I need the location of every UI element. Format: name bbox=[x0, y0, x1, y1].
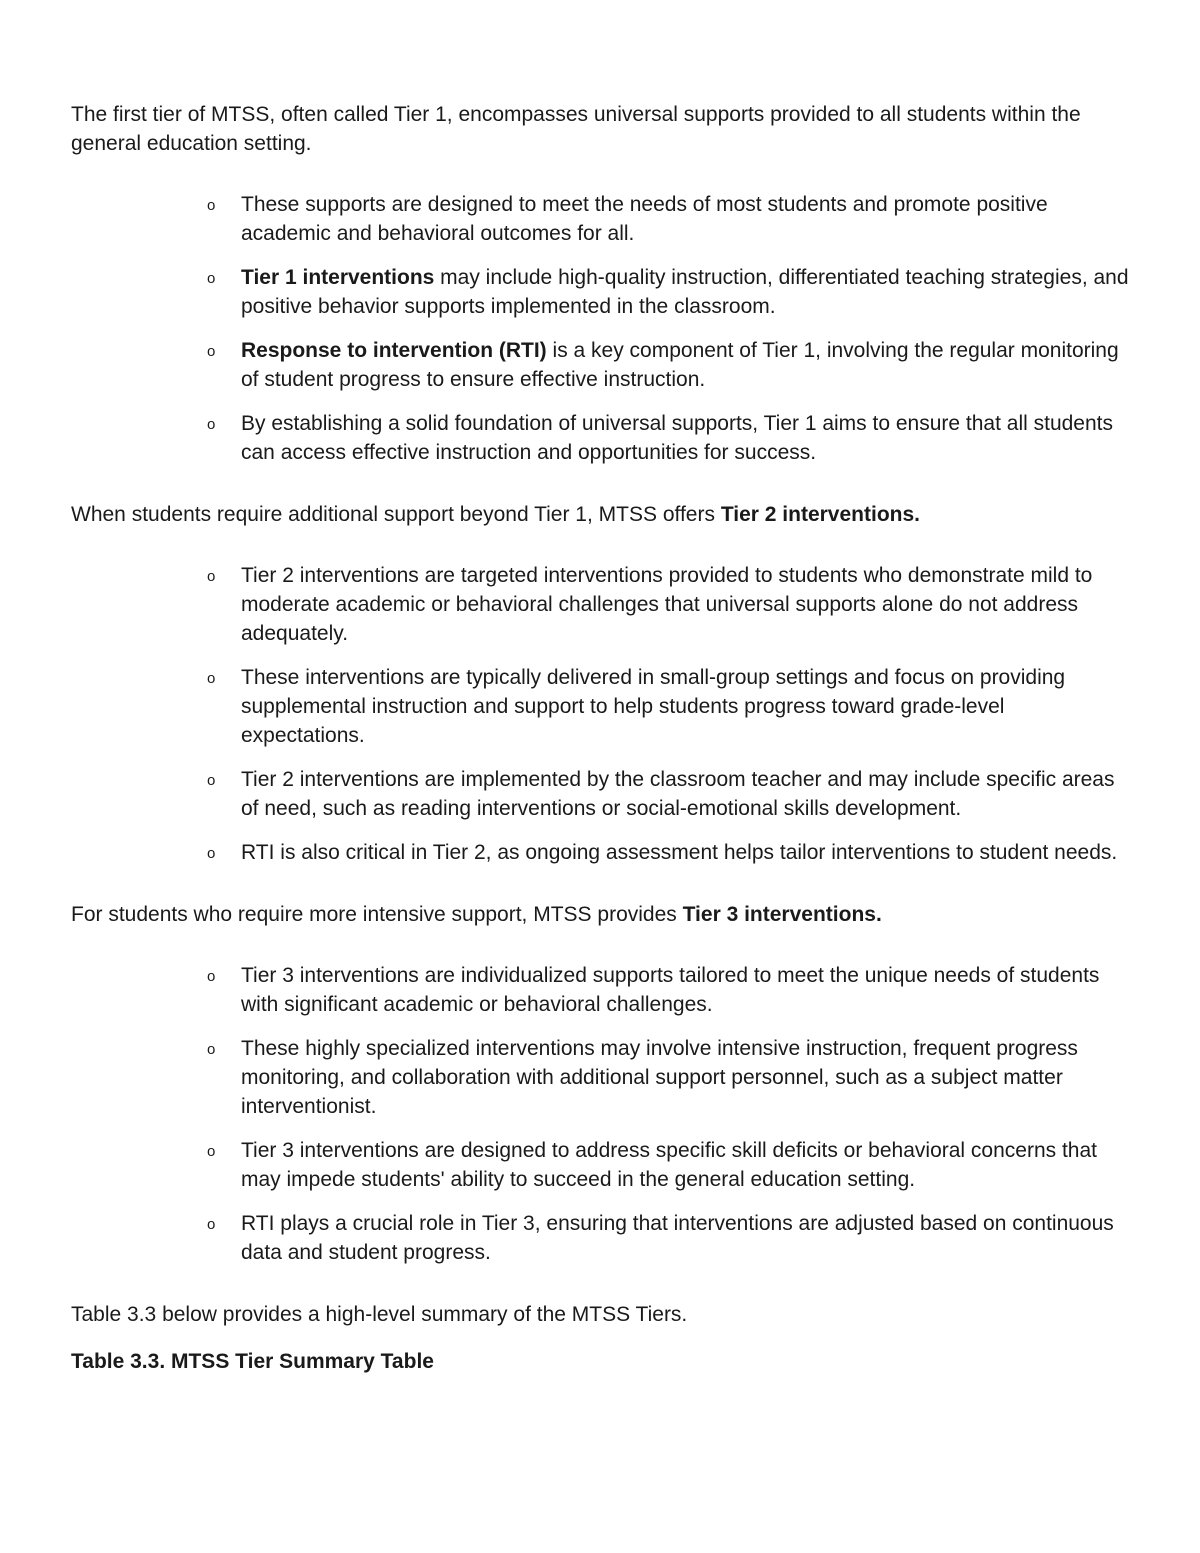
bullet-icon: o bbox=[207, 968, 216, 985]
tier2-intro-paragraph bbox=[71, 500, 1131, 529]
bullet-text: Tier 3 interventions are designed to address specific skill deficits or behavioral concerns that may impede students' ability to succeed in the general education setting. bbox=[241, 1139, 1097, 1191]
list-item bbox=[71, 409, 1131, 467]
list-item bbox=[71, 765, 1131, 823]
list-item bbox=[71, 561, 1131, 648]
tier3-intro-text: For students who require more intensive support, MTSS provides bbox=[71, 903, 683, 926]
bullet-text: These highly specialized interventions may involve intensive instruction, frequent progress monitoring, and collaboration with additional support personnel, such as a subject matter interventionist. bbox=[241, 1037, 1078, 1118]
tier3-intro-bold: Tier 3 interventions. bbox=[682, 903, 882, 926]
bullet-icon: o bbox=[207, 1143, 216, 1160]
list-item bbox=[71, 1136, 1131, 1194]
bullet-text: Tier 2 interventions are targeted interventions provided to students who demonstrate mild to moderate academic or behavioral challenges that universal supports alone do not address adequately. bbox=[241, 564, 1093, 645]
bullet-text: These supports are designed to meet the needs of most students and promote positive academic and behavioral outcomes for all. bbox=[241, 193, 1048, 245]
bullet-text: is a key component of Tier 1, involving the regular monitoring of student progress to ensure effective instruction. bbox=[241, 339, 1119, 391]
list-item bbox=[71, 190, 1131, 248]
list-item bbox=[71, 838, 1131, 867]
tier3-bullet-list bbox=[71, 961, 1131, 1267]
bullet-text: These interventions are typically delivered in small-group settings and focus on providing supplemental instruction and support to help students progress toward grade-level expectations. bbox=[241, 666, 1066, 747]
bullet-icon: o bbox=[207, 270, 216, 287]
bullet-icon: o bbox=[207, 416, 216, 433]
bullet-text: Tier 3 interventions are individualized supports tailored to meet the unique needs of students with significant academic or behavioral challenges. bbox=[241, 964, 1100, 1016]
tier3-intro-paragraph bbox=[71, 900, 1131, 929]
bullet-text: Tier 2 interventions are implemented by the classroom teacher and may include specific areas of need, such as reading interventions or social-emotional skills development. bbox=[241, 768, 1115, 820]
bullet-text: RTI plays a crucial role in Tier 3, ensuring that interventions are adjusted based on continuous data and student progress. bbox=[241, 1212, 1114, 1264]
bullet-icon: o bbox=[207, 197, 216, 214]
list-item bbox=[71, 336, 1131, 394]
tier2-bullet-list bbox=[71, 561, 1131, 867]
bullet-text: RTI is also critical in Tier 2, as ongoing assessment helps tailor interventions to student needs. bbox=[241, 841, 1118, 864]
bullet-lead: Response to intervention (RTI) bbox=[241, 339, 547, 362]
bullet-text: may include high-quality instruction, differentiated teaching strategies, and positive behavior supports implemented in the classroom. bbox=[241, 266, 1129, 318]
bullet-icon: o bbox=[207, 845, 216, 862]
intro-paragraph: The first tier of MTSS, often called Tier 1, encompasses universal supports provided to all students within the general education setting. bbox=[71, 103, 1081, 155]
bullet-text: By establishing a solid foundation of universal supports, Tier 1 aims to ensure that all students can access effective instruction and opportunities for success. bbox=[241, 412, 1113, 464]
bullet-lead: Tier 1 interventions bbox=[241, 266, 435, 289]
list-item bbox=[71, 663, 1131, 750]
bullet-icon: o bbox=[207, 670, 216, 687]
bullet-icon: o bbox=[207, 1216, 216, 1233]
table-caption: Table 3.3. MTSS Tier Summary Table bbox=[71, 1350, 434, 1373]
bullet-icon: o bbox=[207, 568, 216, 585]
list-item bbox=[71, 961, 1131, 1019]
tier1-bullet-list bbox=[71, 190, 1131, 467]
list-item bbox=[71, 1209, 1131, 1267]
list-item bbox=[71, 263, 1131, 321]
tier2-intro-text: When students require additional support beyond Tier 1, MTSS offers bbox=[71, 503, 721, 526]
document-page bbox=[71, 100, 1131, 1376]
bullet-icon: o bbox=[207, 772, 216, 789]
table-intro-paragraph: Table 3.3 below provides a high-level summary of the MTSS Tiers. bbox=[71, 1303, 688, 1326]
tier2-intro-bold: Tier 2 interventions. bbox=[720, 503, 920, 526]
list-item bbox=[71, 1034, 1131, 1121]
bullet-icon: o bbox=[207, 1041, 216, 1058]
bullet-icon: o bbox=[207, 343, 216, 360]
